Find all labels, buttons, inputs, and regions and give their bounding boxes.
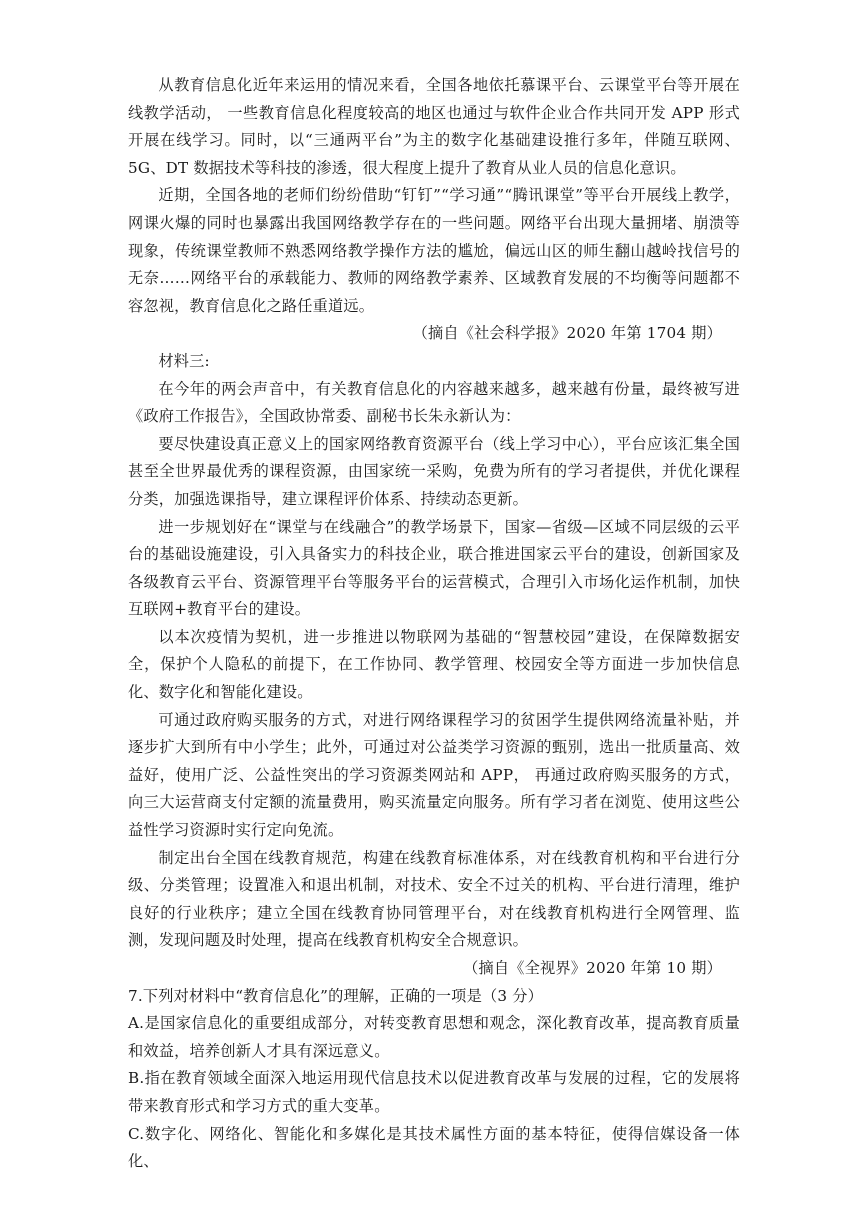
document-page xyxy=(128,72,740,1176)
material2-paragraph-2: 近期，全国各地的老师们纷纷借助“钉钉”“学习通”“腾讯课堂”等平台开展线上教学，网课火爆的同时也暴露出我国网络教学存在的一些问题。网络平台出现大量拥堵、崩溃等现象，传统课堂教师不熟悉网络教学操作方法的尴尬，偏远山区的师生翻山越岭找信号的无奈……网络平台的承载能力、教师的网络教学素养、区域教育发展的不均衡等问题都不容忽视，教育信息化之路任重道远。 xyxy=(128,186,740,315)
question7-option-b: B.指在教育领域全面深入地运用现代信息技术以促进教育改革与发展的过程，它的发展将带来教育形式和学习方式的重大变革。 xyxy=(128,1069,740,1115)
material3-paragraph-4: 以本次疫情为契机，进一步推进以物联网为基础的“智慧校园”建设，在保障数据安全，保护个人隐私的前提下，在工作协同、教学管理、校园安全等方面进一步加快信息化、数字化和智能化建设。 xyxy=(128,627,740,702)
material3-paragraph-3: 进一步规划好在“课堂与在线融合”的教学场景下，国家—省级—区域不同层级的云平台的基础设施建设，引入具备实力的科技企业，联合推进国家云平台的建设，创新国家及各级教育云平台、资源管理平台等服务平台的运营模式，合理引入市场化运作机制，加快互联网+教育平台的建设。 xyxy=(128,517,740,619)
material2-paragraph-1: 从教育信息化近年来运用的情况来看，全国各地依托慕课平台、云课堂平台等开展在线教学活动， 一些教育信息化程度较高的地区也通过与软件企业合作共同开发 APP 形式开展在线学习。同时，以“三通两平台”为主的数字化基础建设推行多年，伴随互联网、5G、DT 数据技术等科技的渗透，很大程度上提升了教育从业人员的信息化意识。 xyxy=(128,76,740,177)
material3-source: （摘自《全视界》2020 年第 10 期） xyxy=(463,959,722,977)
question7-option-c: C.数字化、网络化、智能化和多媒化是其技术属性方面的基本特征，使得信媒设备一体化、 xyxy=(128,1124,740,1171)
material3-label: 材料三: xyxy=(158,351,210,370)
material3-paragraph-5: 可通过政府购买服务的方式，对进行网络课程学习的贫困学生提供网络流量补贴，并逐步扩大到所有中小学生；此外，可通过对公益类学习资源的甄别，选出一批质量高、效益好，使用广泛、公益性突出的学习资源类网站和 APP， 再通过政府购买服务的方式， 向三大运营商支付定额的流量费用，购买流量定向服务。所有学习者在浏览、使用这些公益性学习资源时实行定向免流。 xyxy=(128,710,740,840)
material2-source: （摘自《社会科学报》2020 年第 1704 期） xyxy=(412,324,722,343)
material3-paragraph-2: 要尽快建设真正意义上的国家网络教育资源平台（线上学习中心），平台应该汇集全国甚至全世界最优秀的课程资源，由国家统一采购，免费为所有的学习者提供，并优化课程分类，加强选课指导，建立课程评价体系、持续动态更新。 xyxy=(128,434,740,508)
material3-paragraph-6: 制定出台全国在线教育规范，构建在线教育标准体系，对在线教育机构和平台进行分级、分类管理；设置准入和退出机制，对技术、安全不过关的机构、平台进行清理，维护良好的行业秩序；建立全国在线教育协同管理平台，对在线教育机构进行全网管理、监测，发现问题及时处理，提高在线教育机构安全合规意识。 xyxy=(128,848,740,950)
question7-stem: 7.下列对材料中“教育信息化”的理解，正确的一项是（3 分） xyxy=(128,986,544,1005)
question7-option-a: A.是国家信息化的重要组成部分，对转变教育思想和观念，深化教育改革，提高教育质量和效益，培养创新人才具有深远意义。 xyxy=(128,1014,740,1060)
material3-paragraph-1: 在今年的两会声音中，有关教育信息化的内容越来越多，越来越有份量，最终被写进《政府工作报告》，全国政协常委、副秘书长朱永新认为： xyxy=(128,379,740,426)
